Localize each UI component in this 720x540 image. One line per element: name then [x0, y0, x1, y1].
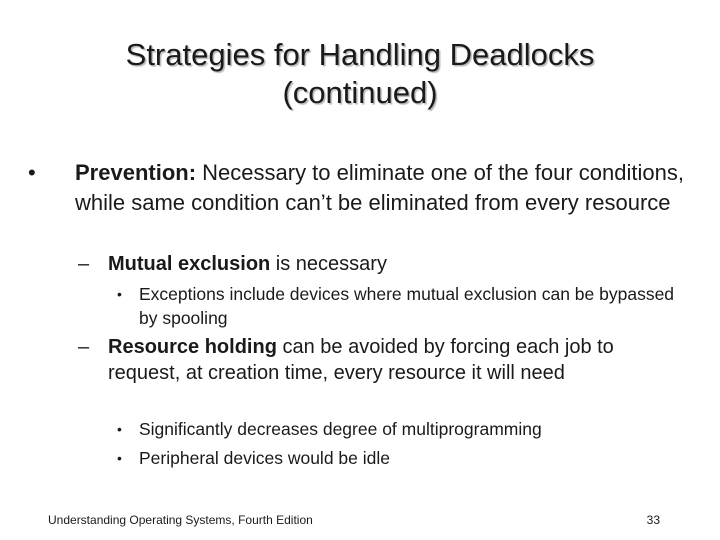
bullet-dot-icon: • [117, 450, 122, 466]
bullet-prevention [28, 158, 685, 218]
bullet-mutual-exclusion-text: is necessary [270, 253, 387, 275]
slide-title-line-1: Strategies for Handling Deadlocks [125, 37, 595, 72]
bullet-dot-icon: • [117, 286, 122, 302]
bullet-prevention-text: Necessary to eliminate one of the four conditions, while same condition can’t be eliminated from every resource [75, 160, 684, 215]
bullet-mutual-exclusion-label: Mutual exclusion [108, 253, 271, 275]
bullet-dot-icon: • [28, 160, 36, 185]
bullet-dash-icon: – [78, 253, 90, 275]
bullet-dot-icon: • [117, 421, 122, 437]
bullet-peripheral-idle-text: Peripheral devices would be idle [139, 448, 390, 468]
bullet-mutual-exclusion [78, 251, 668, 277]
bullet-exceptions-text: Exceptions include devices where mutual exclusion can be bypassed by spooling [139, 284, 675, 328]
page-number: 33 [646, 513, 660, 527]
bullet-exceptions [117, 282, 679, 330]
bullet-resource-holding-label: Resource holding [108, 336, 277, 358]
bullet-multiprogramming-text: Significantly decreases degree of multiprogramming [139, 419, 542, 439]
bullet-resource-holding [78, 334, 668, 386]
bullet-peripheral-idle [117, 446, 679, 470]
footer-book-title: Understanding Operating Systems, Fourth Edition [48, 513, 313, 527]
bullet-dash-icon: – [78, 336, 90, 358]
slide-title-line-2: (continued) [282, 75, 438, 110]
bullet-resource-holding-text: can be avoided by forcing each job to request, at creation time, every resource it will need [108, 336, 614, 384]
bullet-prevention-label: Prevention: [75, 160, 197, 185]
bullet-multiprogramming [117, 417, 679, 441]
